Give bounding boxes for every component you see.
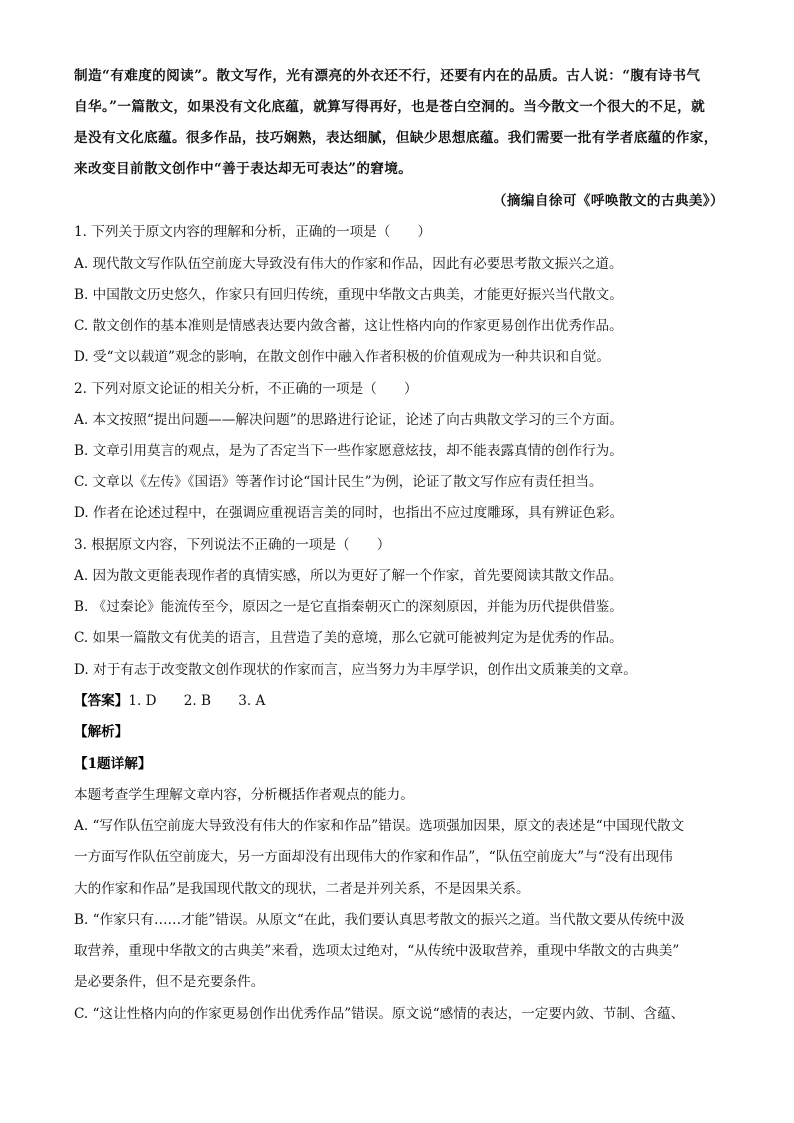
question-stem: 3. 根据原文内容，下列说法不正确的一项是（ ） xyxy=(74,537,391,553)
question-option: D. 作者在论述过程中，在强调应重视语言美的同时，也指出不应过度雕琢，具有辨证色彩。 xyxy=(74,505,624,521)
passage-line: 来改变目前散文创作中“善于表达却无可表达”的窘境。 xyxy=(74,161,413,177)
analysis-subtag: 【1题详解】 xyxy=(74,756,152,772)
analysis-line: 大的作家和作品”是我国现代散文的现状，二者是并列关系，不是因果关系。 xyxy=(74,881,530,897)
question-option: D. 受“文以载道”观念的影响，在散文创作中融入作者积极的价值观成为一种共识和自觉。 xyxy=(74,349,610,365)
question-option: B. 文章引用莫言的观点，是为了否定当下一些作家愿意炫技，却不能表露真情的创作行为。 xyxy=(74,443,623,459)
question-stem: 2. 下列对原文论证的相关分析，不正确的一项是（ ） xyxy=(74,381,418,397)
answer-line xyxy=(74,692,724,710)
question-option: A. 本文按照“提出问题——解决问题”的思路进行论证，论述了向古典散文学习的三个方面。 xyxy=(74,412,623,428)
passage-source: （摘编自徐可《呼唤散文的古典美》） xyxy=(492,193,724,209)
answer-text: 1. D 2. B 3. A xyxy=(128,693,266,709)
question-option: B. 中国散文历史悠久，作家只有回归传统，重现中华散文古典美，才能更好振兴当代散文。 xyxy=(74,287,623,303)
question-option: A. 因为散文更能表现作者的真情实感，所以为更好了解一个作家，首先要阅读其散文作品。 xyxy=(74,568,623,584)
passage-line: 自华。”一篇散文，如果没有文化底蕴，就算写得再好，也是苍白空洞的。当今散文一个很大的不足，就 xyxy=(74,99,706,115)
analysis-line: 是必要条件，但不是充要条件。 xyxy=(74,974,265,990)
question-option: D. 对于有志于改变散文创作现状的作家而言，应当努力为丰厚学识，创作出文质兼美的文章。 xyxy=(74,662,637,678)
analysis-line: 取营养，重现中华散文的古典美”来看，选项太过绝对，“从传统中汲取营养，重现中华散文的古典美” xyxy=(74,943,680,959)
analysis-line: A. “写作队伍空前庞大导致没有伟大的作家和作品”错误。选项强加因果，原文的表述是“中国现代散文 xyxy=(74,818,685,834)
analysis-line: C. “这让性格内向的作家更易创作出优秀作品”错误。原文说“感情的表达，一定要内敛、节制、含蕴、 xyxy=(74,1006,685,1022)
question-option: B. 《过秦论》能流传至今，原因之一是它直指秦朝灭亡的深刻原因，并能为历代提供借鉴。 xyxy=(74,599,623,615)
question-option: C. 如果一篇散文有优美的语言，且营造了美的意境，那么它就可能被判定为是优秀的作品。 xyxy=(74,630,623,646)
question-option: A. 现代散文写作队伍空前庞大导致没有伟大的作家和作品，因此有必要思考散文振兴之道。 xyxy=(74,256,623,272)
passage-line: 制造“有难度的阅读”。散文写作，光有漂亮的外衣还不行，还要有内在的品质。古人说：“腹有诗书气 xyxy=(74,68,701,84)
analysis-tag: 【解析】 xyxy=(74,724,129,740)
answer-tag: 【答案】 xyxy=(74,693,129,709)
analysis-line: 一方面写作队伍空前庞大，另一方面却没有出现伟大的作家和作品”，“队伍空前庞大”与“没有出现伟 xyxy=(74,849,673,865)
analysis-line: B. “作家只有……才能”错误。从原文“在此，我们要认真思考散文的振兴之道。当代散文要从传统中汲 xyxy=(74,912,685,928)
analysis-line: 本题考查学生理解文章内容，分析概括作者观点的能力。 xyxy=(74,787,414,803)
question-option: C. 文章以《左传》《国语》等著作讨论“国计民生”为例，论证了散文写作应有责任担当。 xyxy=(74,474,603,490)
question-option: C. 散文创作的基本准则是情感表达要内敛含蓄，这让性格内向的作家更易创作出优秀作品。 xyxy=(74,318,623,334)
passage-line: 是没有文化底蕴。很多作品，技巧娴熟，表达细腻，但缺少思想底蕴。我们需要一批有学者底蕴的作家， xyxy=(74,130,718,146)
question-stem: 1. 下列关于原文内容的理解和分析，正确的一项是（ ） xyxy=(74,224,432,240)
